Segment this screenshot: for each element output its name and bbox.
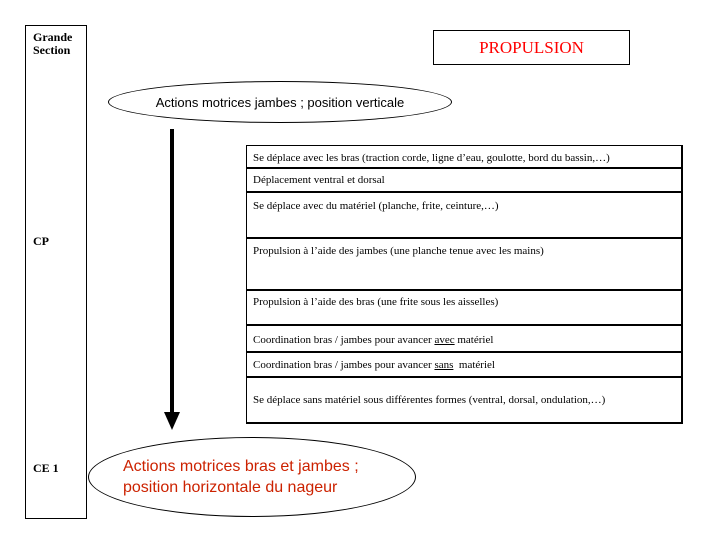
step-7: [247, 352, 681, 377]
level-ce1: CE 1: [33, 461, 59, 475]
step-6: [247, 325, 681, 354]
bottom-ellipse-text: [111, 456, 393, 498]
steps-table: [246, 145, 683, 424]
step-7-emphasis: sans: [434, 358, 454, 371]
bottom-ellipse: [88, 437, 416, 517]
arrow-head-icon: [164, 412, 180, 432]
step-5: Propulsion à l’aide des bras (une frite sous les aisselles): [253, 296, 499, 308]
bottom-ellipse-line2: position horizontale du nageur: [123, 479, 338, 496]
step-6-text: Coordination bras / jambes pour avancer: [253, 333, 435, 346]
level-grande-section-line1: Grande: [33, 30, 73, 44]
bottom-ellipse-line1: Actions motrices bras et jambes ;: [123, 458, 359, 475]
step-8: Se déplace sans matériel sous différentes formes (ventral, dorsal, ondulation,…): [253, 394, 606, 406]
level-grande-section-line2: Section: [33, 43, 71, 57]
step-2: Déplacement ventral et dorsal: [253, 174, 385, 186]
step-divider: [247, 376, 681, 378]
arrow-down-icon: [170, 129, 174, 415]
page-title: PROPULSION: [433, 30, 630, 65]
step-7-text: Coordination bras / jambes pour avancer: [253, 358, 435, 371]
level-column: [25, 25, 87, 519]
top-ellipse: [108, 81, 452, 123]
step-7-text-end: matériel: [453, 358, 495, 371]
step-3: Se déplace avec du matériel (planche, frite, ceinture,…): [253, 200, 499, 212]
top-ellipse-text: Actions motrices jambes ; position verticale: [155, 94, 405, 110]
step-4: Propulsion à l’aide des jambes (une planche tenue avec les mains): [253, 244, 544, 257]
step-6-text-end: matériel: [454, 333, 494, 346]
step-6-emphasis: avec: [434, 333, 455, 346]
level-grande-section: [33, 31, 72, 57]
level-cp: CP: [33, 234, 49, 248]
step-1: Se déplace avec les bras (traction corde, ligne d’eau, goulotte, bord du bassin,…): [253, 152, 610, 164]
